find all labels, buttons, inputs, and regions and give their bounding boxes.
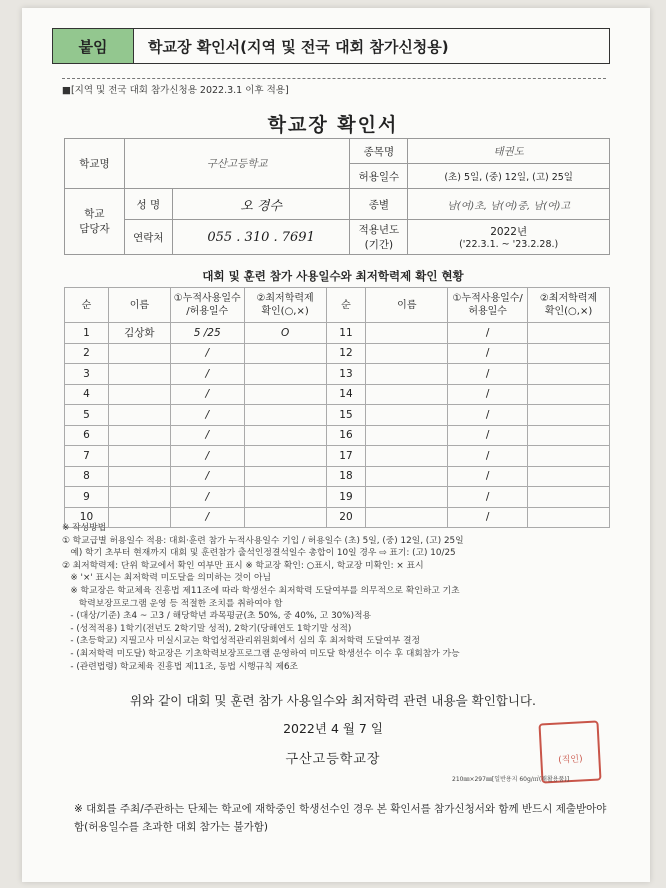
row-check	[244, 384, 326, 405]
sport-value: 태권도	[408, 139, 610, 164]
instructions	[62, 522, 622, 673]
row-name	[108, 364, 170, 385]
signature-date: 2022년 4 월 7 일	[283, 721, 383, 736]
row-check	[244, 487, 326, 508]
row-name-right	[366, 425, 448, 446]
row-name-right	[366, 466, 448, 487]
row-days: /	[170, 425, 244, 446]
gender-label: 종별	[350, 189, 408, 220]
row-check-right	[528, 384, 610, 405]
row-days-right: /	[448, 323, 528, 344]
row-number: 8	[65, 466, 109, 487]
col-name-right: 이름	[366, 288, 448, 323]
row-name	[108, 466, 170, 487]
row-name	[108, 343, 170, 364]
row-number: 3	[65, 364, 109, 385]
row-check-right	[528, 487, 610, 508]
row-days: /	[170, 466, 244, 487]
row-days: /	[170, 507, 244, 528]
row-number: 2	[65, 343, 109, 364]
row-name-right	[366, 323, 448, 344]
row-check: O	[244, 323, 326, 344]
instruction-line: ※ 학교장은 학교체육 진흥법 제11조에 따라 학생선수 최저학력 도달여부를 의무적으로 확인하고 기초	[62, 585, 460, 596]
row-days-right: /	[448, 364, 528, 385]
table-row	[65, 384, 610, 405]
gender-value: 남(여)초, 남(여)중, 남(여)고	[408, 189, 610, 220]
document-title: 학교장 확인서	[267, 114, 399, 136]
row-name-right	[366, 405, 448, 426]
row-number-right: 13	[326, 364, 366, 385]
name-label: 성 명	[124, 189, 172, 220]
instruction-line: ※ 작성방법	[62, 523, 107, 533]
row-number: 1	[65, 323, 109, 344]
row-name	[108, 487, 170, 508]
table-row	[65, 446, 610, 467]
year-label-cell	[350, 220, 408, 255]
year-sub-label: (기간)	[364, 239, 394, 251]
row-name-right	[366, 446, 448, 467]
year-label: 적용년도	[358, 224, 400, 236]
table-row	[65, 323, 610, 344]
info-table	[64, 138, 610, 255]
row-number-right: 20	[326, 507, 366, 528]
row-days-right: /	[448, 507, 528, 528]
row-days: /	[170, 384, 244, 405]
table-row	[65, 425, 610, 446]
row-days: /	[170, 343, 244, 364]
row-number-right: 19	[326, 487, 366, 508]
table-row	[65, 487, 610, 508]
row-name	[108, 446, 170, 467]
applicability-note: ■[지역 및 전국 대회 참가신청용 2022.3.1 이후 적용]	[62, 85, 289, 96]
header-box	[52, 28, 610, 64]
row-check-right	[528, 323, 610, 344]
table-row	[65, 405, 610, 426]
row-name-right	[366, 364, 448, 385]
allowed-days-value: (초) 5일, (중) 12일, (고) 25일	[408, 164, 610, 189]
manager-label: 학교 담당자	[65, 189, 125, 255]
row-check	[244, 425, 326, 446]
row-number-right: 16	[326, 425, 366, 446]
row-number-right: 14	[326, 384, 366, 405]
row-name-right	[366, 384, 448, 405]
instruction-line: - (최저학력 미도달) 학교장은 기초학력보장프로그램 운영하여 미도달 학생선수 이수 후 대회참가 가능	[62, 648, 460, 659]
instruction-line: - (성적적용) 1학기(전년도 2학기말 성적), 2학기(당해연도 1학기말 성적)	[62, 623, 352, 634]
row-number: 4	[65, 384, 109, 405]
name-value: 오 경수	[172, 189, 350, 220]
row-days-right: /	[448, 343, 528, 364]
table-row	[65, 364, 610, 385]
row-check	[244, 466, 326, 487]
row-name-right	[366, 343, 448, 364]
instruction-line: - (초등학교) 지필고사 미실시교는 학업성적관리위원회에서 심의 후 최저학력 도달여부 결정	[62, 636, 421, 647]
confirmation-text: 위와 같이 대회 및 훈련 참가 사용일수와 최저학력 관련 내용을 확인합니다.	[130, 693, 536, 708]
row-number-right: 11	[326, 323, 366, 344]
row-days-right: /	[448, 466, 528, 487]
row-days-right: /	[448, 405, 528, 426]
phone-label: 연락처	[124, 220, 172, 255]
instruction-line: - (대상/기준) 초4 ~ 고3 / 해당학년 과목평균(초 50%, 중 40%, 고 30%)적용	[62, 611, 372, 622]
year-value: 2022년	[490, 226, 528, 238]
row-name-right	[366, 487, 448, 508]
row-check	[244, 364, 326, 385]
row-check-right	[528, 343, 610, 364]
row-check	[244, 446, 326, 467]
principal-signature: 구산고등학교장	[285, 752, 381, 767]
row-check-right	[528, 446, 610, 467]
row-number-right: 12	[326, 343, 366, 364]
attachment-tag: 붙임	[53, 29, 134, 63]
table-row	[65, 343, 610, 364]
row-check	[244, 343, 326, 364]
row-name	[108, 384, 170, 405]
col-no: 순	[65, 288, 109, 323]
row-name: 김상화	[108, 323, 170, 344]
instruction-line: 예) 학기 초부터 현재까지 대회 및 훈련참가 출석인정결석일수 총합이 10일 경우 ⇨ 표기: (고) 10/25	[62, 548, 456, 559]
instruction-line: ① 학교급별 허용일수 적용: 대회·훈련 참가 누적사용일수 기입 / 허용일수 (초) 5일, (중) 12일, (고) 25일	[62, 535, 464, 546]
participation-rows	[65, 323, 610, 528]
col-no-right: 순	[326, 288, 366, 323]
row-days-right: /	[448, 425, 528, 446]
row-name	[108, 405, 170, 426]
instruction-line: - (관련법령) 학교체육 진흥법 제11조, 동법 시행규칙 제6조	[62, 661, 299, 672]
col-days: ①누적사용일수 /허용일수	[170, 288, 244, 323]
header-title: 학교장 확인서(지역 및 전국 대회 참가신청용)	[148, 37, 449, 56]
footer-note: ※ 대회를 주최/주관하는 단체는 학교에 재학중인 학생선수인 경우 본 확인서를 참가신청서와 함께 반드시 제출받아야 함(허용일수를 초과한 대회 참가는 불가함)	[74, 803, 607, 833]
table-row	[65, 466, 610, 487]
row-days: /	[170, 487, 244, 508]
year-range: ('22.3.1. ~ '23.2.28.)	[459, 239, 559, 250]
row-days-right: /	[448, 446, 528, 467]
row-number-right: 18	[326, 466, 366, 487]
seal-mark: (직인)	[557, 754, 583, 766]
row-days: /	[170, 405, 244, 426]
row-days-right: /	[448, 487, 528, 508]
row-check-right	[528, 466, 610, 487]
phone-value: 055 . 310 . 7691	[172, 220, 350, 255]
row-number: 9	[65, 487, 109, 508]
col-check: ②최저학력제 확인(○,×)	[244, 288, 326, 323]
col-name: 이름	[108, 288, 170, 323]
row-number: 6	[65, 425, 109, 446]
row-number: 5	[65, 405, 109, 426]
school-value: 구산고등학교	[124, 139, 350, 189]
row-days: 5 /25	[170, 323, 244, 344]
row-check	[244, 405, 326, 426]
sport-label: 종목명	[350, 139, 408, 164]
school-label: 학교명	[65, 139, 125, 189]
row-days-right: /	[448, 384, 528, 405]
row-days: /	[170, 446, 244, 467]
col-check-right: ②최저학력제 확인(○,×)	[528, 288, 610, 323]
row-number: 10	[65, 507, 109, 528]
allowed-days-label: 허용일수	[350, 164, 408, 189]
row-number-right: 17	[326, 446, 366, 467]
row-number-right: 15	[326, 405, 366, 426]
paper-size-note: 210㎜×297㎜[일반용지 60g/㎡(재활용품)]	[452, 776, 570, 783]
year-value-cell	[408, 220, 610, 255]
col-days-right: ①누적사용일수/ 허용일수	[448, 288, 528, 323]
dashed-divider	[62, 78, 606, 79]
participation-table	[64, 287, 610, 528]
instruction-line: 학력보장프로그램 운영 등 적절한 조치를 취하여야 함	[62, 598, 283, 609]
instruction-line: ② 최저학력제: 단위 학교에서 확인 여부만 표시 ※ 학교장 확인: ○표시, 학교장 미확인: × 표시	[62, 560, 424, 571]
row-name	[108, 425, 170, 446]
row-number: 7	[65, 446, 109, 467]
participation-title: 대회 및 훈련 참가 사용일수와 최저학력제 확인 현황	[202, 269, 464, 283]
row-check-right	[528, 425, 610, 446]
row-check-right	[528, 405, 610, 426]
row-check-right	[528, 364, 610, 385]
row-days: /	[170, 364, 244, 385]
instruction-line: ※ '×' 표시는 최저학력 미도달을 의미하는 것이 아님	[62, 573, 271, 584]
